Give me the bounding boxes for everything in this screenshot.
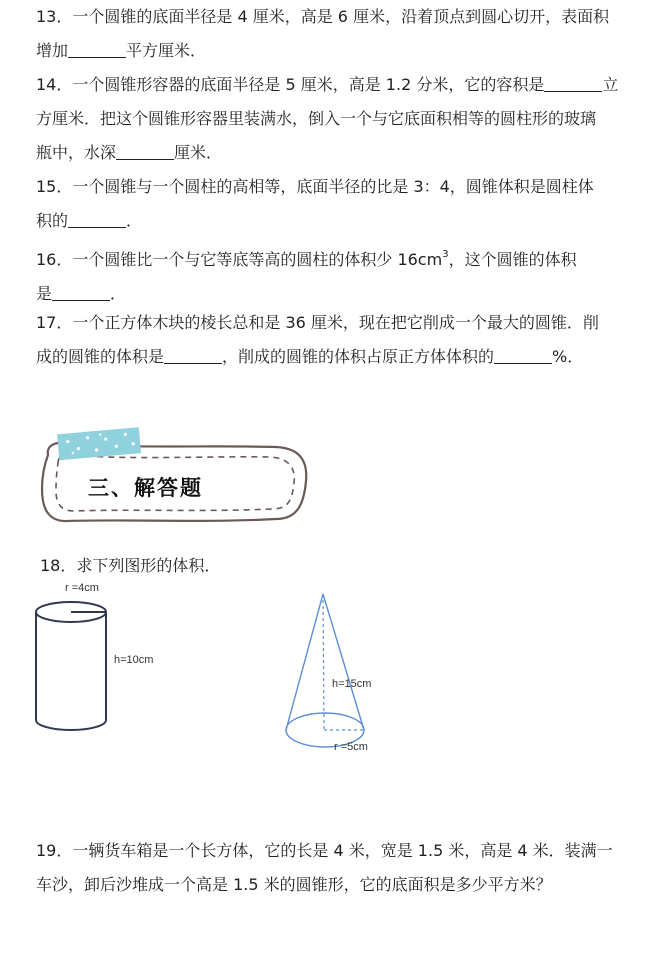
q16-line1 [36,238,646,277]
cylinder-bottom [36,720,106,730]
cone-right-edge [323,594,364,730]
q16-line2-post: ． [110,284,127,303]
q15-line2-post: ． [126,211,143,230]
q13-line2-pre: 增加 [36,41,69,60]
q15-line2-pre: 积的 [36,211,69,230]
cylinder-height-label: h=10cm [114,654,154,666]
q17-line2-pre: 成的圆锥的体积是 [36,347,165,366]
cone-height-line [323,594,324,730]
cone-left-edge [286,594,323,730]
q17-line2-mid: ，削成的圆锥的体积占原正方体体积的 [222,347,495,366]
q17-line2-post: %． [552,347,584,366]
answer-blank[interactable] [164,345,222,364]
answer-blank[interactable] [68,39,126,58]
answer-blank[interactable] [68,209,126,228]
answer-blank[interactable] [52,282,110,301]
question-13 [36,0,646,68]
q17-line2 [36,340,646,374]
q14-line1-post: 立 [602,75,619,94]
cylinder-figure [30,590,120,740]
q13-line1: 13．一个圆锥的底面半径是 4 厘米，高是 6 厘米，沿着顶点到圆心切开，表面积 [36,7,610,26]
answer-blank[interactable] [544,73,602,92]
q15-line2 [36,204,646,238]
q17-line1: 17．一个正方体木块的棱长总和是 36 厘米，现在把它削成一个最大的圆锥．削 [36,313,599,332]
tape-decoration [57,427,141,460]
question-15 [36,170,646,238]
question-16 [36,238,646,311]
cone-radius-label: r =5cm [334,741,368,753]
q16-line1-post: ，这个圆锥的体积 [448,250,577,269]
question-17 [36,306,646,374]
q19-line1: 19．一辆货车箱是一个长方体，它的长是 4 米，宽是 1.5 米，高是 4 米．装满一 [36,841,613,860]
question-18: 18．求下列图形的体积． [40,556,221,575]
answer-blank[interactable] [116,141,174,160]
question-19 [36,834,646,902]
q13-line2-post: 平方厘米． [126,41,207,60]
q16-line2-pre: 是 [36,284,53,303]
q14-line3 [36,136,646,170]
section-title: 三、解答题 [88,475,203,500]
cylinder-radius-label: r =4cm [65,582,99,594]
q16-line1-pre: 16．一个圆锥比一个与它等底等高的圆柱的体积少 16cm [36,250,443,269]
q14-line1 [36,68,646,102]
question-14 [36,68,646,170]
q14-line1-pre: 14．一个圆锥形容器的底面半径是 5 厘米，高是 1.2 分米，它的容积是 [36,75,545,94]
q14-line3-post: 厘米． [174,143,223,162]
q13-line2 [36,34,646,68]
answer-blank[interactable] [494,345,552,364]
q19-line2: 车沙，卸后沙堆成一个高是 1.5 米的圆锥形，它的底面积是多少平方米？ [36,875,552,894]
q16-superscript: 3 [442,249,449,260]
q14-line2: 方厘米．把这个圆锥形容器里装满水，倒入一个与它底面积相等的圆柱形的玻璃 [36,109,597,128]
q15-line1: 15．一个圆锥与一个圆柱的高相等，底面半径的比是 3：4，圆锥体积是圆柱体 [36,177,594,196]
q14-line3-pre: 瓶中，水深 [36,143,117,162]
cone-height-label: h=15cm [332,678,372,690]
